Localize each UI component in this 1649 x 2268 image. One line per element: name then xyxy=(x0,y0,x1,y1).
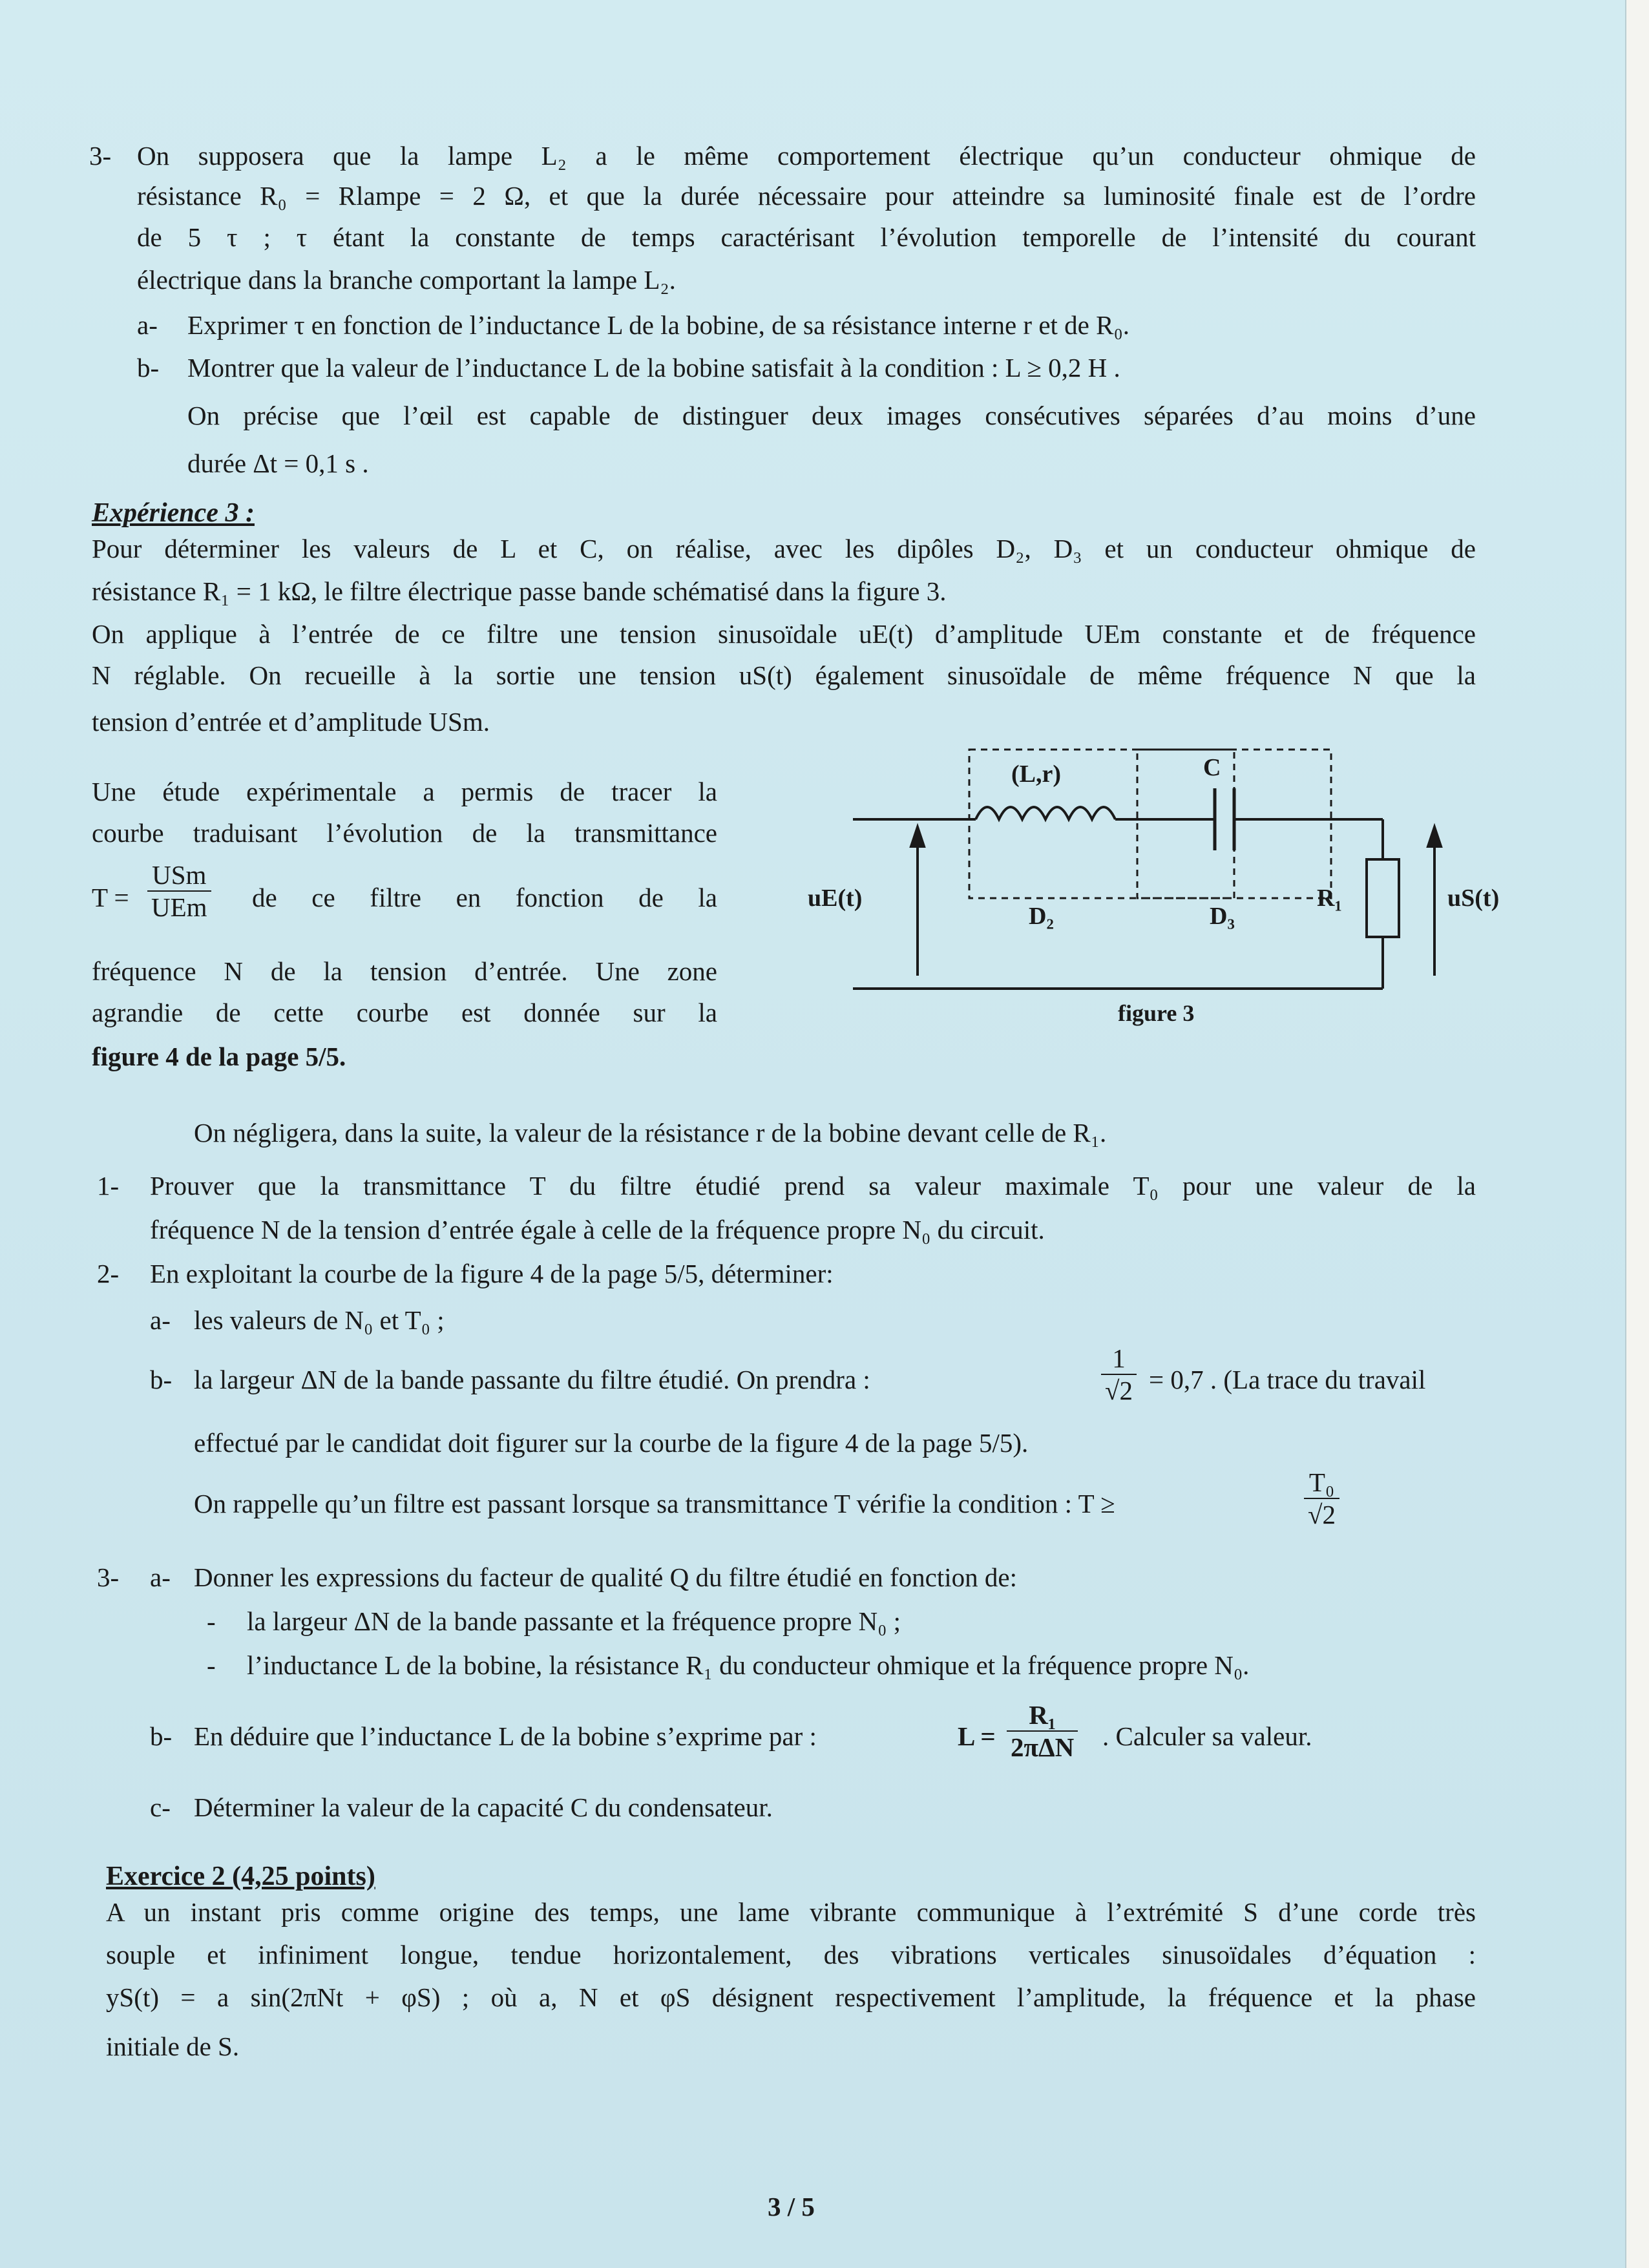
figure-3-caption: figure 3 xyxy=(1118,1000,1195,1026)
q2-text: En exploitant la courbe de la figure 4 de la page 5/5, déterminer: xyxy=(150,1259,834,1288)
exp3-study-line-1: Une étude expérimentale a permis de tracer la xyxy=(92,777,717,806)
label-ue: uE(t) xyxy=(808,885,863,912)
q2b-recall-fraction xyxy=(1304,1467,1339,1530)
resistor-r1 xyxy=(1367,859,1399,937)
exp3-study-line-4: fréquence N de la tension d’entrée. Une zone xyxy=(92,956,717,986)
q2b-recall: On rappelle qu’un filtre est passant lorsque sa transmittance T vérifie la condition : T ≥ xyxy=(194,1489,1115,1518)
exp3-study-line-2: courbe traduisant l’évolution de la transmittance xyxy=(92,818,717,848)
q3-line-2: résistance R₀ = Rlampe = 2 Ω, et que la durée nécessaire pour atteindre sa luminosité finale est de l’ordre xyxy=(137,181,1476,211)
q2b-fraction-denominator: √2 xyxy=(1105,1376,1133,1405)
label-d3: D₃ xyxy=(1210,903,1235,930)
exp3-paragraph-line-3: On applique à l’entrée de ce filtre une tension sinusoïdale uE(t) d’amplitude UEm constante et de fréquence xyxy=(92,619,1476,649)
q2b-text: la largeur ΔN de la bande passante du filtre étudié. On prendra : xyxy=(194,1365,870,1394)
label-c: C xyxy=(1203,754,1221,781)
q1-line-2: fréquence N de la tension d’entrée égale à celle de la fréquence propre N₀ du circuit. xyxy=(150,1215,1045,1244)
q3b-text: Montrer que la valeur de l’inductance L de la bobine satisfait à la condition : L ≥ 0,2 H . xyxy=(187,353,1120,383)
q2a-label: a- xyxy=(150,1305,171,1335)
q3b-label: b- xyxy=(137,353,160,383)
label-us: uS(t) xyxy=(1447,885,1500,912)
figure-3-circuit xyxy=(762,737,1512,1047)
label-d2: D₂ xyxy=(1029,903,1054,930)
q3b-L-symbol: L = xyxy=(958,1721,996,1751)
q3b-fraction-denominator: 2πΔN xyxy=(1011,1732,1075,1762)
q3c-label: c- xyxy=(150,1792,171,1822)
page-edge xyxy=(1625,0,1649,2268)
neglect-note: On négligera, dans la suite, la valeur de la résistance r de la bobine devant celle de R₁. xyxy=(194,1118,1107,1148)
q2b-recall-numerator: T₀ xyxy=(1304,1467,1339,1499)
q3a-item-1: la largeur ΔN de la bande passante et la fréquence propre N₀ ; xyxy=(247,1606,901,1636)
transmittance-denominator: UEm xyxy=(151,892,207,922)
q3b-note-2: durée Δt = 0,1 s . xyxy=(187,448,369,478)
q3b-note-1: On précise que l’œil est capable de distinguer deux images consécutives séparées d’au moins d’une xyxy=(187,401,1476,430)
q3b-fraction xyxy=(1007,1699,1078,1763)
ex2-line-2: souple et infiniment longue, tendue horizontalement, des vibrations verticales sinusoïdales d’équation : xyxy=(106,1940,1476,1969)
q3b-fraction-numerator: R₁ xyxy=(1007,1699,1078,1732)
exp3-paragraph-line-5: tension d’entrée et d’amplitude USm. xyxy=(92,707,490,737)
experience-3-title: Expérience 3 : xyxy=(92,498,255,528)
q3a-label-2: a- xyxy=(150,1562,171,1592)
q2b-recall-denominator: √2 xyxy=(1308,1500,1336,1529)
q1-number: 1- xyxy=(97,1171,120,1201)
q3a-text-2: Donner les expressions du facteur de qualité Q du filtre étudié en fonction de: xyxy=(194,1562,1018,1592)
transmittance-numerator: USm xyxy=(147,859,211,892)
inductor-coil xyxy=(976,807,1115,819)
q2b-after: = 0,7 . (La trace du travail xyxy=(1149,1365,1426,1394)
q2-number: 2- xyxy=(97,1259,120,1288)
q3b-label-2: b- xyxy=(150,1721,173,1751)
q3c-text: Déterminer la valeur de la capacité C du condensateur. xyxy=(194,1792,773,1822)
q3-line-3: de 5 τ ; τ étant la constante de temps caractérisant l’évolution temporelle de l’intensité du courant xyxy=(137,222,1476,252)
q2b-fraction xyxy=(1101,1343,1137,1406)
exp3-study-line-5: agrandie de cette courbe est donnée sur la xyxy=(92,998,717,1027)
exp3-study-line-3: de ce filtre en fonction de la xyxy=(252,883,717,912)
q2b-label: b- xyxy=(150,1365,173,1394)
d2-dashed-box xyxy=(969,750,1234,898)
q3-number: 3- xyxy=(89,141,112,171)
transmittance-fraction xyxy=(147,859,211,923)
q3a-label: a- xyxy=(137,310,158,340)
q3b-after: . Calculer sa valeur. xyxy=(1102,1721,1312,1751)
q2b-fraction-numerator: 1 xyxy=(1101,1343,1137,1375)
exp3-paragraph-line-4: N réglable. On recueille à la sortie une tension uS(t) également sinusoïdale de même fréquence N que la xyxy=(92,660,1476,690)
label-lr: (L,r) xyxy=(1011,761,1062,788)
exercise-2-title: Exercice 2 (4,25 points) xyxy=(106,1862,375,1891)
exp3-paragraph-line-1: Pour déterminer les valeurs de L et C, on réalise, avec les dipôles D₂, D₃ et un conducteur ohmique de xyxy=(92,534,1476,563)
exp3-study-line-6: figure 4 de la page 5/5. xyxy=(92,1042,346,1071)
q3a-bullet-1: - xyxy=(207,1606,216,1636)
q2a-text: les valeurs de N₀ et T₀ ; xyxy=(194,1305,445,1335)
q3a-bullet-2: - xyxy=(207,1650,216,1680)
transmittance-symbol: T = xyxy=(92,883,129,912)
q3-line-1: On supposera que la lampe L₂ a le même comportement électrique qu’un conducteur ohmique de xyxy=(137,141,1476,171)
ex2-line-3: yS(t) = a sin(2πNt + φS) ; où a, N et φS désignent respectivement l’amplitude, la fréquence et la phase xyxy=(106,1982,1476,2012)
q2b-line-2: effectué par le candidat doit figurer sur la courbe de la figure 4 de la page 5/5). xyxy=(194,1428,1029,1458)
q1-line-1: Prouver que la transmittance T du filtre étudié prend sa valeur maximale T₀ pour une valeur de la xyxy=(150,1171,1476,1201)
q3-number-2: 3- xyxy=(97,1562,120,1592)
q3a-text: Exprimer τ en fonction de l’inductance L de la bobine, de sa résistance interne r et de R₀. xyxy=(187,310,1130,340)
q3-line-4: électrique dans la branche comportant la lampe L₂. xyxy=(137,265,676,295)
ex2-line-1: A un instant pris comme origine des temps, une lame vibrante communique à l’extrémité S d’une corde très xyxy=(106,1897,1476,1927)
page-number: 3 / 5 xyxy=(768,2192,815,2221)
ex2-line-4: initiale de S. xyxy=(106,2032,240,2061)
q3b-text-2: En déduire que l’inductance L de la bobine s’exprime par : xyxy=(194,1721,817,1751)
exp3-paragraph-line-2: résistance R₁ = 1 kΩ, le filtre électrique passe bande schématisé dans la figure 3. xyxy=(92,576,947,606)
label-r1: R₁ xyxy=(1317,885,1342,912)
q3a-item-2: l’inductance L de la bobine, la résistance R₁ du conducteur ohmique et la fréquence propre N₀. xyxy=(247,1650,1250,1680)
